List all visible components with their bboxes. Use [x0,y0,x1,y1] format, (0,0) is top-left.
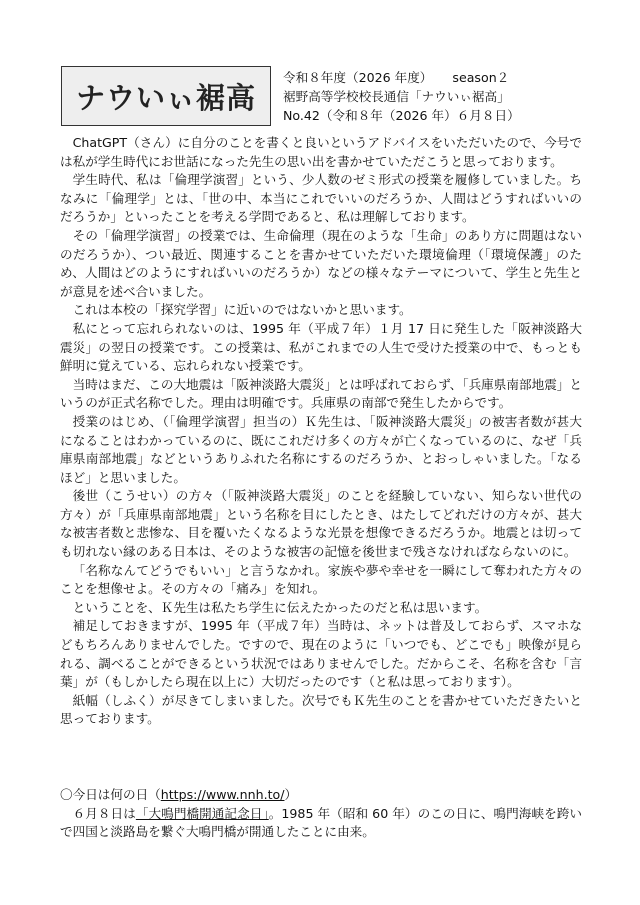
logo-text: ナウいぃ裾高 [75,80,256,115]
article-body [60,134,582,729]
website-link[interactable]: https://www.nnh.to/ [160,787,285,802]
article-paragraph: 後世（こうせい）の方々（「阪神淡路大震災」のことを経験していない、知らない世代の方々）が「兵庫県南部地震」という名称を目にしたとき、はたしてどれだけの方々が、甚大な被害者数と悲惨な、目を覆いたくなるような光景を想像できるだろうか。地震とは切っても切れない縁のある日本は、そのような被害の記憶を後世まで残さなければならないのに。 [60,488,582,560]
today-text-prefix: ６月８日は [72,805,136,821]
season-label: season２ [452,70,510,85]
today-heading-prefix: 〇今日は何の日（ [60,787,161,802]
article-paragraph: 学生時代、私は「倫理学演習」という、少人数のゼミ形式の授業を履修していました。ちなみに「倫理学」とは、「世の中、本当にこれでいいのだろうか、人間はどうすればいいのだろうか」といったことを考える学問であると、私は理解しております。 [60,172,582,225]
header-line-fiscal-year [283,68,583,87]
article-paragraph: 「名称なんてどうでもいい」と言うなかれ。家族や夢や幸せを一瞬にして奪われた方々のことを想像せよ。その方々の「痛み」を知れ。 [60,562,582,597]
article-paragraph: 私にとって忘れられないのは、1995 年（平成７年）１月 17 日に発生した「阪神淡路大震災」の翌日の授業です。この授業は、私がこれまでの人生で受けた授業の中で、もっとも鮮明に覚えている、忘れられない授業です。 [60,320,582,374]
header-line-publication: 裾野高等学校校長通信「ナウいぃ裾高」 [283,89,510,104]
newsletter-logo [61,66,271,126]
newsletter-header [61,66,581,128]
header-info [283,68,583,125]
today-heading-suffix: ） [284,787,298,802]
anniversary-name: 「大鳴門橋開通記念日」 [135,805,269,821]
today-heading [60,786,582,805]
article-paragraph: 当時はまだ、この大地震は「阪神淡路大震災」とは呼ばれておらず、「兵庫県南部地震」というのが正式名称でした。理由は明確です。兵庫県の南部で発生したからです。 [60,376,582,411]
article-paragraph: 授業のはじめ、（「倫理学演習」担当の）Ｋ先生は、「阪神淡路大震災」の被害者数が甚大になることはわかっているのに、既にこれだけ多くの方々が亡くなっているのに、なぜ「兵庫県南部地震」などというありふれた名称にするのだろうか、とおっしゃいました。「なるほど」と思いました。 [60,413,583,485]
article-paragraph: 紙幅（しふく）が尽きてしまいました。次号でもＫ先生のことを書かせていただきたいと思っております。 [60,692,582,727]
article-paragraph: これは本校の「探究学習」に近いのではないかと思います。 [72,302,412,318]
today-description [60,805,582,842]
article-paragraph: その「倫理学演習」の授業では、生命倫理（現在のような「生命」のあり方に問題はないのだろうか）、つい最近、関連することを書かせていただいた環境倫理（「環境保護」のため、人間はどのようにすればいいのだろうか）などの様々なテーマについて、学生と先生とが意見を述べ合いました。 [60,227,582,299]
article-paragraph: 補足しておきますが、1995 年（平成７年）当時は、ネットは普及しておらず、スマホなどもちろんありませんでした。ですので、現在のように「いつでも、どこでも」映像が見られる、調べることができるという状況ではありませんでした。だからこそ、名称を含む「言葉」が（もしかしたら現在以上に）大切だったのです（と私は思っております）。 [60,618,582,690]
today-in-history-section [60,786,582,842]
article-paragraph: ChatGPT（さん）に自分のことを書くと良いというアドバイスをいただいたので、今号では私が学生時代にお世話になった先生の思い出を書かせていただこうと思っております。 [60,135,582,169]
article-paragraph: ということを、Ｋ先生は私たち学生に伝えたかったのだと私は思います。 [72,599,488,615]
fiscal-year: 令和８年度（2026 年度） [283,70,433,85]
today-text-suffix: 。1985 年（昭和 60 年）のこの日に、鳴門海峡を跨いで四国と淡路島を繋ぐ大鳴門橋が開通したことに由来。 [60,805,583,840]
header-line-issue: No.42（令和８年（2026 年）６月８日） [283,108,520,123]
